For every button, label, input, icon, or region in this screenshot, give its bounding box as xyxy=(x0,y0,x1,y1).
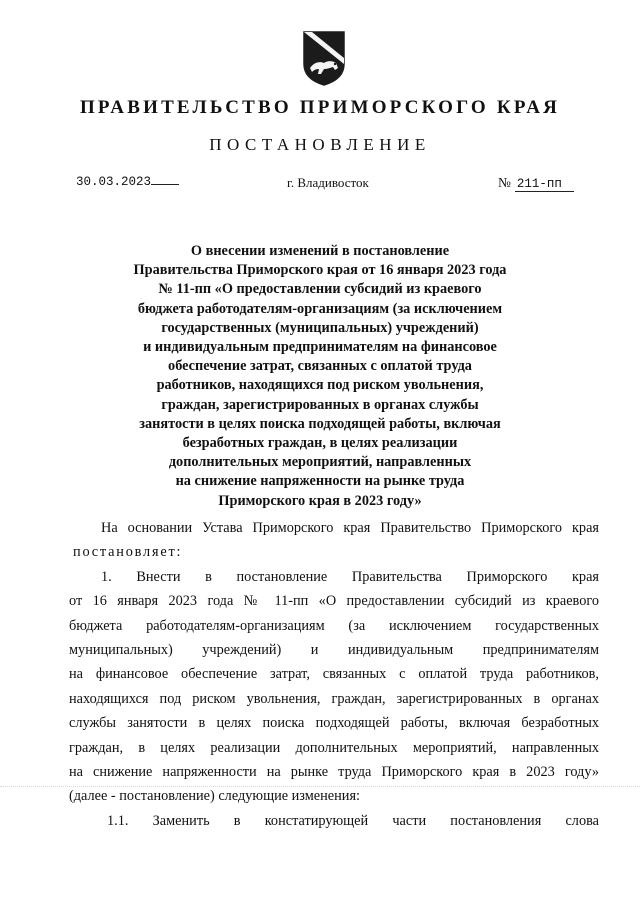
heading-line: граждан, зарегистрированных в органах службы xyxy=(161,396,479,413)
number-value: 211-пп xyxy=(515,177,574,192)
primorsky-krai-coat-of-arms-icon xyxy=(302,30,346,86)
heading-line: бюджета работодателям-организациям (за исключением xyxy=(137,300,503,317)
heading-line: безработных граждан, в целях реализации xyxy=(182,435,458,452)
document-type: ПОСТАНОВЛЕНИЕ xyxy=(209,135,431,154)
paragraph-line: от 16 января 2023 года № 11-пп «О предоставлении субсидий из краевого xyxy=(69,593,599,610)
heading-line: дополнительных мероприятий, направленных xyxy=(168,454,472,471)
heading-line: занятости в целях поиска подходящей работы, включая xyxy=(139,415,501,432)
heading-line: на снижение напряженности на рынке труда xyxy=(175,473,465,490)
document-date xyxy=(76,175,179,189)
heading-line: государственных (муниципальных) учреждений) xyxy=(161,319,479,336)
preamble-line: На основании Устава Приморского края Правительство Приморского края xyxy=(101,520,599,536)
heading-line: обеспечение затрат, связанных с оплатой труда xyxy=(168,358,472,375)
heading-line: О внесении изменений в постановление xyxy=(190,243,450,259)
number-prefix: № xyxy=(498,175,511,190)
paragraph-line: 1. Внести в постановление Правительства Приморского края xyxy=(101,568,599,585)
document-number xyxy=(498,175,574,192)
scan-artifact-line xyxy=(0,786,640,787)
heading-line: Приморского края в 2023 году» xyxy=(218,492,422,509)
date-underline xyxy=(151,184,179,185)
paragraph-line: (далее - постановление) следующие изменения: xyxy=(69,788,360,805)
paragraph-line: на снижение напряженности на рынке труда Приморского края в 2023 году» xyxy=(69,764,599,781)
paragraph-line: муниципальных) учреждений) и индивидуальным предпринимателям xyxy=(69,642,599,659)
document-heading xyxy=(100,242,540,511)
heading-line: Правительства Приморского края от 16 января 2023 года xyxy=(133,262,507,279)
paragraph-line: граждан, в целях реализации дополнительных мероприятий, направленных xyxy=(69,739,599,756)
paragraph-line: находящихся под риском увольнения, граждан, зарегистрированных в органах xyxy=(69,690,599,707)
paragraph-line: службы занятости в целях поиска подходящей работы, включая безработных xyxy=(69,715,599,732)
heading-line: работников, находящихся под риском увольнения, xyxy=(156,377,484,394)
paragraph-line: бюджета работодателям-организациям (за исключением государственных xyxy=(69,617,599,634)
heading-line: № 11-пп «О предоставлении субсидий из краевого xyxy=(158,281,482,298)
document-city: г. Владивосток xyxy=(287,175,369,190)
government-title: ПРАВИТЕЛЬСТВО ПРИМОРСКОГО КРАЯ xyxy=(79,97,561,118)
date-value: 30.03.2023 xyxy=(76,175,152,189)
subparagraph-line: 1.1. Заменить в констатирующей части постановления слова xyxy=(107,812,599,829)
heading-line: и индивидуальным предпринимателям на финансовое xyxy=(143,339,497,356)
preamble-resolves: постановляет: xyxy=(73,544,183,561)
paragraph-line: на финансовое обеспечение затрат, связанных с оплатой труда работников, xyxy=(69,666,599,683)
